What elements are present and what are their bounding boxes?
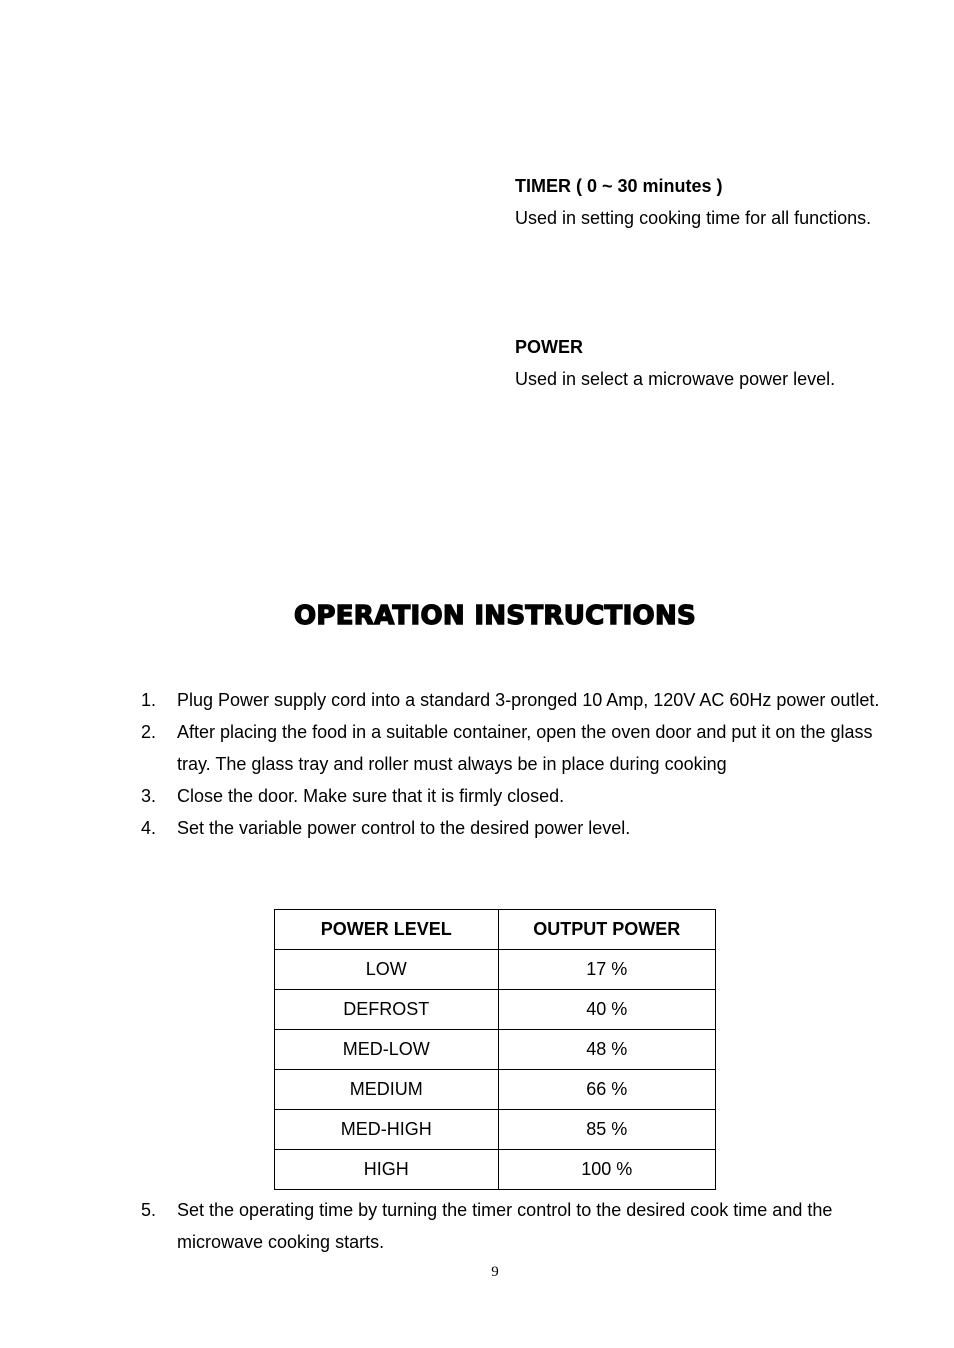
power-level-cell: MEDIUM bbox=[275, 1070, 499, 1110]
step-number: 3. bbox=[141, 786, 157, 806]
power-text: Used in select a microwave power level. bbox=[515, 369, 836, 389]
step-text: After placing the food in a suitable container, open the oven door and put it on the glass tray. The glass tray and roller must always be in place during cooking bbox=[177, 722, 873, 774]
table-row bbox=[275, 1070, 716, 1110]
step-number: 5. bbox=[141, 1200, 157, 1220]
section-heading: OPERATION INSTRUCTIONS bbox=[293, 601, 697, 631]
table-row bbox=[275, 1030, 716, 1070]
step-number: 2. bbox=[141, 722, 157, 742]
table-row bbox=[275, 1150, 716, 1190]
step-number: 1. bbox=[141, 690, 157, 710]
instruction-list bbox=[141, 684, 886, 844]
instruction-step bbox=[141, 716, 886, 780]
power-description bbox=[515, 331, 886, 395]
column-header-output-power: OUTPUT POWER bbox=[498, 910, 716, 950]
power-level-cell: MED-HIGH bbox=[275, 1110, 499, 1150]
timer-title: TIMER ( 0 ~ 30 minutes ) bbox=[515, 176, 723, 196]
page-number: 9 bbox=[491, 1264, 499, 1280]
instruction-step bbox=[141, 780, 886, 812]
output-power-cell: 100 % bbox=[498, 1150, 716, 1190]
step-number: 4. bbox=[141, 818, 157, 838]
output-power-cell: 40 % bbox=[498, 990, 716, 1030]
power-level-cell: MED-LOW bbox=[275, 1030, 499, 1070]
step-text: Set the variable power control to the desired power level. bbox=[177, 818, 631, 838]
table-row bbox=[275, 990, 716, 1030]
output-power-cell: 85 % bbox=[498, 1110, 716, 1150]
instruction-list-continued bbox=[141, 1194, 886, 1258]
output-power-cell: 48 % bbox=[498, 1030, 716, 1070]
timer-text: Used in setting cooking time for all functions. bbox=[515, 208, 872, 228]
table-row bbox=[275, 950, 716, 990]
power-level-table bbox=[274, 909, 716, 1190]
table-row bbox=[275, 1110, 716, 1150]
step-text: Close the door. Make sure that it is firmly closed. bbox=[177, 786, 565, 806]
timer-description bbox=[515, 170, 886, 234]
step-text: Plug Power supply cord into a standard 3-pronged 10 Amp, 120V AC 60Hz power outlet. bbox=[177, 690, 880, 710]
power-level-cell: HIGH bbox=[275, 1150, 499, 1190]
instruction-step bbox=[141, 812, 886, 844]
column-header-power-level: POWER LEVEL bbox=[275, 910, 499, 950]
instruction-step bbox=[141, 1194, 886, 1258]
power-level-cell: LOW bbox=[275, 950, 499, 990]
step-text: Set the operating time by turning the timer control to the desired cook time and the microwave cooking starts. bbox=[177, 1200, 833, 1252]
output-power-cell: 17 % bbox=[498, 950, 716, 990]
output-power-cell: 66 % bbox=[498, 1070, 716, 1110]
instruction-step bbox=[141, 684, 886, 716]
table-header-row bbox=[275, 910, 716, 950]
power-level-cell: DEFROST bbox=[275, 990, 499, 1030]
power-title: POWER bbox=[515, 337, 584, 357]
